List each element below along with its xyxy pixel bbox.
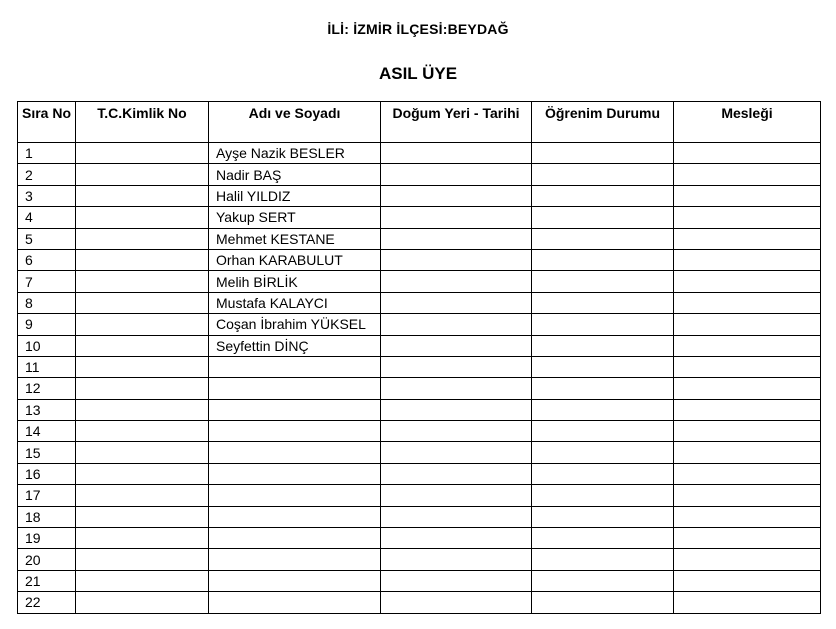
cell-sequence-no: 13 — [18, 399, 76, 420]
cell-birth-place-date — [381, 528, 532, 549]
cell-tc-id — [76, 570, 209, 591]
document-title: ASIL ÜYE — [378, 64, 458, 83]
cell-sequence-no: 22 — [18, 592, 76, 613]
cell-sequence-no: 1 — [18, 143, 76, 164]
cell-tc-id — [76, 185, 209, 206]
cell-tc-id — [76, 485, 209, 506]
cell-tc-id — [76, 143, 209, 164]
cell-birth-place-date — [381, 228, 532, 249]
cell-name: Orhan KARABULUT — [209, 249, 381, 270]
cell-sequence-no: 21 — [18, 570, 76, 591]
cell-occupation — [674, 485, 821, 506]
table-row — [18, 463, 821, 484]
member-table — [17, 101, 821, 614]
table-row — [18, 143, 821, 164]
cell-name: Yakup SERT — [209, 207, 381, 228]
cell-education — [532, 292, 674, 313]
cell-education — [532, 421, 674, 442]
cell-education — [532, 185, 674, 206]
table-row — [18, 335, 821, 356]
table-row — [18, 271, 821, 292]
cell-name: Coşan İbrahim YÜKSEL — [209, 314, 381, 335]
cell-birth-place-date — [381, 399, 532, 420]
cell-sequence-no: 19 — [18, 528, 76, 549]
cell-birth-place-date — [381, 271, 532, 292]
cell-tc-id — [76, 228, 209, 249]
cell-birth-place-date — [381, 506, 532, 527]
table-row — [18, 185, 821, 206]
cell-name: Ayşe Nazik BESLER — [209, 143, 381, 164]
cell-education — [532, 549, 674, 570]
table-row — [18, 421, 821, 442]
cell-sequence-no: 10 — [18, 335, 76, 356]
cell-birth-place-date — [381, 549, 532, 570]
cell-occupation — [674, 421, 821, 442]
cell-education — [532, 249, 674, 270]
cell-education — [532, 378, 674, 399]
table-row — [18, 549, 821, 570]
cell-tc-id — [76, 207, 209, 228]
table-row — [18, 292, 821, 313]
cell-tc-id — [76, 592, 209, 613]
cell-education — [532, 485, 674, 506]
cell-occupation — [674, 292, 821, 313]
cell-occupation — [674, 570, 821, 591]
cell-education — [532, 592, 674, 613]
cell-sequence-no: 4 — [18, 207, 76, 228]
cell-occupation — [674, 335, 821, 356]
cell-name: Melih BİRLİK — [209, 271, 381, 292]
cell-education — [532, 228, 674, 249]
column-header-sequence-no: Sıra No — [18, 102, 76, 143]
cell-occupation — [674, 314, 821, 335]
cell-tc-id — [76, 271, 209, 292]
cell-education — [532, 164, 674, 185]
table-row — [18, 485, 821, 506]
table-row — [18, 356, 821, 377]
cell-birth-place-date — [381, 378, 532, 399]
table-header-row — [18, 102, 821, 143]
cell-occupation — [674, 249, 821, 270]
cell-birth-place-date — [381, 421, 532, 442]
cell-name: Halil YILDIZ — [209, 185, 381, 206]
cell-education — [532, 271, 674, 292]
table-row — [18, 249, 821, 270]
cell-occupation — [674, 463, 821, 484]
cell-name: Nadir BAŞ — [209, 164, 381, 185]
table-row — [18, 592, 821, 613]
cell-occupation — [674, 271, 821, 292]
cell-education — [532, 356, 674, 377]
cell-name — [209, 356, 381, 377]
cell-sequence-no: 7 — [18, 271, 76, 292]
table-row — [18, 399, 821, 420]
cell-occupation — [674, 143, 821, 164]
cell-education — [532, 463, 674, 484]
cell-name — [209, 592, 381, 613]
cell-sequence-no: 15 — [18, 442, 76, 463]
cell-tc-id — [76, 335, 209, 356]
cell-name — [209, 463, 381, 484]
table-row — [18, 207, 821, 228]
cell-occupation — [674, 506, 821, 527]
table-row — [18, 164, 821, 185]
cell-tc-id — [76, 442, 209, 463]
cell-tc-id — [76, 421, 209, 442]
cell-tc-id — [76, 249, 209, 270]
cell-name — [209, 442, 381, 463]
cell-tc-id — [76, 292, 209, 313]
cell-birth-place-date — [381, 207, 532, 228]
cell-name: Mehmet KESTANE — [209, 228, 381, 249]
column-header-occupation: Mesleği — [674, 102, 821, 143]
cell-sequence-no: 6 — [18, 249, 76, 270]
cell-birth-place-date — [381, 442, 532, 463]
cell-education — [532, 506, 674, 527]
cell-occupation — [674, 592, 821, 613]
cell-education — [532, 570, 674, 591]
cell-sequence-no: 14 — [18, 421, 76, 442]
table-row — [18, 528, 821, 549]
cell-birth-place-date — [381, 335, 532, 356]
cell-occupation — [674, 185, 821, 206]
cell-tc-id — [76, 164, 209, 185]
table-row — [18, 228, 821, 249]
cell-tc-id — [76, 463, 209, 484]
cell-occupation — [674, 528, 821, 549]
table-body — [18, 143, 821, 614]
cell-education — [532, 528, 674, 549]
table-row — [18, 506, 821, 527]
cell-occupation — [674, 549, 821, 570]
cell-sequence-no: 5 — [18, 228, 76, 249]
cell-education — [532, 399, 674, 420]
cell-name: Seyfettin DİNÇ — [209, 335, 381, 356]
cell-name: Mustafa KALAYCI — [209, 292, 381, 313]
cell-tc-id — [76, 528, 209, 549]
cell-occupation — [674, 442, 821, 463]
column-header-education: Öğrenim Durumu — [532, 102, 674, 143]
cell-sequence-no: 11 — [18, 356, 76, 377]
cell-birth-place-date — [381, 592, 532, 613]
cell-name — [209, 421, 381, 442]
cell-sequence-no: 9 — [18, 314, 76, 335]
cell-birth-place-date — [381, 292, 532, 313]
cell-tc-id — [76, 378, 209, 399]
cell-occupation — [674, 356, 821, 377]
cell-birth-place-date — [381, 185, 532, 206]
cell-sequence-no: 17 — [18, 485, 76, 506]
cell-sequence-no: 2 — [18, 164, 76, 185]
cell-birth-place-date — [381, 570, 532, 591]
table-row — [18, 570, 821, 591]
province-district-line: İLİ: İZMİR İLÇESİ:BEYDAĞ — [327, 21, 509, 37]
cell-sequence-no: 3 — [18, 185, 76, 206]
cell-occupation — [674, 399, 821, 420]
cell-name — [209, 399, 381, 420]
cell-name — [209, 506, 381, 527]
cell-occupation — [674, 164, 821, 185]
table-row — [18, 442, 821, 463]
cell-sequence-no: 16 — [18, 463, 76, 484]
column-header-tc-id: T.C.Kimlik No — [76, 102, 209, 143]
cell-birth-place-date — [381, 314, 532, 335]
cell-tc-id — [76, 356, 209, 377]
table-row — [18, 314, 821, 335]
cell-sequence-no: 18 — [18, 506, 76, 527]
cell-education — [532, 143, 674, 164]
cell-birth-place-date — [381, 249, 532, 270]
cell-education — [532, 442, 674, 463]
cell-sequence-no: 12 — [18, 378, 76, 399]
column-header-name: Adı ve Soyadı — [209, 102, 381, 143]
cell-occupation — [674, 378, 821, 399]
cell-education — [532, 207, 674, 228]
cell-birth-place-date — [381, 164, 532, 185]
cell-name — [209, 485, 381, 506]
cell-name — [209, 570, 381, 591]
cell-name — [209, 549, 381, 570]
cell-name — [209, 378, 381, 399]
cell-education — [532, 335, 674, 356]
cell-name — [209, 528, 381, 549]
cell-tc-id — [76, 549, 209, 570]
cell-tc-id — [76, 314, 209, 335]
cell-birth-place-date — [381, 485, 532, 506]
cell-sequence-no: 20 — [18, 549, 76, 570]
cell-occupation — [674, 228, 821, 249]
cell-birth-place-date — [381, 143, 532, 164]
cell-birth-place-date — [381, 463, 532, 484]
cell-occupation — [674, 207, 821, 228]
cell-tc-id — [76, 506, 209, 527]
cell-tc-id — [76, 399, 209, 420]
cell-education — [532, 314, 674, 335]
cell-birth-place-date — [381, 356, 532, 377]
cell-sequence-no: 8 — [18, 292, 76, 313]
table-row — [18, 378, 821, 399]
column-header-birth-place-date: Doğum Yeri - Tarihi — [381, 102, 532, 143]
